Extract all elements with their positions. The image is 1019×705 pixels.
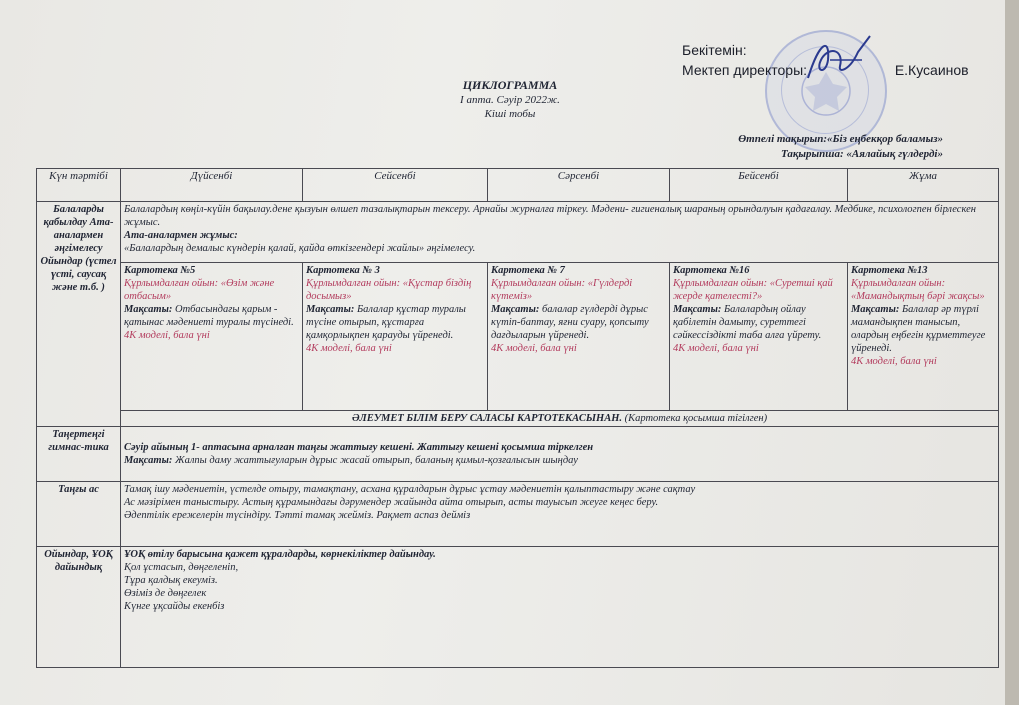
goal-text: Жалпы даму жаттығуларын дұрыс жасай отырып, баланың қимыл-қозғалысын шыңдау xyxy=(174,455,578,466)
goal-label: Мақсаты: xyxy=(851,304,900,315)
card-tuesday xyxy=(303,263,488,411)
goal-text: Балалардың ойлау қабілетін дамыту, суреттегі сәйкессіздікті таба алға үйрету. xyxy=(673,304,822,341)
card-title: Картотека №5 xyxy=(124,265,196,276)
games-content xyxy=(121,547,999,668)
theme-block xyxy=(738,132,943,162)
gymnastics-content xyxy=(121,427,999,482)
goal-text: Балалар әр түрлі мамандықпен танысып, олардың еңбегін құрметтеуге үйренеді. xyxy=(851,304,986,354)
card-model: 4К моделі, бала үні xyxy=(306,343,392,354)
cards-row xyxy=(37,263,999,411)
director-name: Е.Кусаинов xyxy=(894,62,969,78)
games-row xyxy=(37,547,999,668)
breakfast-head: Таңғы ас xyxy=(37,482,121,547)
header-tuesday: Сейсенбі xyxy=(303,169,488,202)
header-friday: Жұма xyxy=(848,169,999,202)
reception-row xyxy=(37,202,999,263)
reception-text xyxy=(121,202,999,263)
gymnastics-head: Таңертеңгі гимнас-тика xyxy=(37,427,121,482)
background-edge xyxy=(1005,0,1019,705)
breakfast-row xyxy=(37,482,999,547)
goal-text: балалар гүлдерді дұрыс күтіп-баптау, яғни суару, қопсыту дағдыларын үйренеді. xyxy=(491,304,649,341)
games-line-2: Қол ұстасып, дөңгеленіп, xyxy=(124,562,239,573)
card-thursday xyxy=(670,263,848,411)
card-title: Картотека №16 xyxy=(673,265,750,276)
goal-label: Мақсаты: xyxy=(124,455,173,466)
card-game: Құрлымдалған ойын: «Өзім және отбасым» xyxy=(124,278,275,302)
goal-label: Мақсаты: xyxy=(673,304,722,315)
card-friday xyxy=(848,263,999,411)
breakfast-line-2: Ас мәзірімен таныстыру. Астың құрамындағы дәрумендер жайында айта отырып, асты тауысып жеуге кеңес беру. xyxy=(124,497,659,508)
director-signature xyxy=(800,30,880,90)
card-model: 4К моделі, бала үні xyxy=(673,343,759,354)
title-main: ЦИКЛОГРАММА xyxy=(462,78,558,92)
goal-label: Мақсаты: xyxy=(491,304,540,315)
director-label: Мектеп директоры: xyxy=(682,62,808,78)
reception-description: Балалардың көңіл-күйін бақылау.дене қызуын өлшеп тазалықтарын тексеру. Арнайы журналға тіркеу. Мәдени- гигиеналық шараның орындалуын қадағалау. Медбике, психологпен бірлескен жұмыс. xyxy=(124,204,976,228)
header-row xyxy=(37,169,999,202)
games-line-1: ҰОҚ өтілу барысына қажет құралдарды, көрнекіліктер дайындау. xyxy=(124,549,436,560)
header-wednesday: Сәрсенбі xyxy=(488,169,670,202)
card-title: Картотека №13 xyxy=(851,265,928,276)
breakfast-line-1: Тамақ ішу мәдениетін, үстелде отыру, тамақтану, асхана құралдарын дұрыс ұстау мәдениетін қалыптастыру және сақтау xyxy=(124,484,696,495)
goal-label: Мақсаты: xyxy=(306,304,355,315)
social-section xyxy=(121,411,999,427)
title-group: Кіші тобы xyxy=(484,108,536,120)
breakfast-content xyxy=(121,482,999,547)
card-model: 4К моделі, бала үні xyxy=(491,343,577,354)
document-title xyxy=(410,78,610,121)
goal-text: Отбасындағы қарым - қатынас мәдениеті туралы түсінеді. xyxy=(124,304,294,328)
schedule-table xyxy=(36,168,999,668)
header-schedule: Күн тәртібі xyxy=(37,169,121,202)
card-game: Құрлымдалған ойын: «Құстар біздің досымыз» xyxy=(306,278,472,302)
card-game: Құрлымдалған ойын: «Суретші қай жерде қателесті?» xyxy=(673,278,833,302)
card-game: Құрлымдалған ойын: «Мамандықтың бәрі жақсы» xyxy=(851,278,985,302)
card-title: Картотека № 7 xyxy=(491,265,565,276)
header-thursday: Бейсенбі xyxy=(670,169,848,202)
goal-text: Балалар құстар туралы түсіне отырып, құстарға қамқорлықпен қарауды үйренеді. xyxy=(306,304,466,341)
header-monday: Дүйсенбі xyxy=(121,169,303,202)
card-wednesday xyxy=(488,263,670,411)
card-game: Құрлымдалған ойын: «Гүлдерді күтеміз» xyxy=(491,278,633,302)
card-model: 4К моделі, бала үні xyxy=(851,356,937,367)
parents-text: «Балалардың демалыс күндерін қалай, қайда өткізгендері жайлы» әңгімелесу. xyxy=(124,243,476,254)
goal-label: Мақсаты: xyxy=(124,304,173,315)
parents-label: Ата-аналармен жұмыс: xyxy=(124,230,238,241)
approval-label: Бекітемін: xyxy=(682,42,747,58)
card-monday xyxy=(121,263,303,411)
reception-row-head: Балаларды қабылдау Ата-аналармен әңгімелесу Ойындар (үстел үсті, саусақ және т.б. ) xyxy=(37,202,121,427)
subtheme: Тақырыпша: «Аялайық гүлдерді» xyxy=(781,148,943,160)
title-week: I апта. Сәуір 2022ж. xyxy=(460,94,560,106)
games-line-3: Тұра қалдық екеуміз. xyxy=(124,575,218,586)
games-line-5: Күнге ұқсайды екенбіз xyxy=(124,601,225,612)
breakfast-line-3: Әдептілік ережелерін түсіндіру. Тәтті тамақ жеймiз. Рақмет аспаз деймiз xyxy=(124,510,471,521)
social-row xyxy=(37,411,999,427)
social-note: (Картотека қосымша тігілген) xyxy=(624,413,768,424)
games-head: Ойындар, ҰОҚ дайындық xyxy=(37,547,121,668)
gymnastics-line: Сәуір айының 1- аптасына арналған таңғы жаттығу кешені. Жаттығу кешені қосымша тіркелген xyxy=(124,442,594,453)
transition-theme: Өтпелі тақырып:«Біз еңбекқор баламыз» xyxy=(738,133,943,145)
card-title: Картотека № 3 xyxy=(306,265,380,276)
social-title: ӘЛЕУМЕТ БІЛІМ БЕРУ САЛАСЫ КАРТОТЕКАСЫНАН. xyxy=(351,413,623,424)
card-model: 4К моделі, бала үні xyxy=(124,330,210,341)
gymnastics-row xyxy=(37,427,999,482)
games-line-4: Өзіміз де дөңгелек xyxy=(124,588,207,599)
